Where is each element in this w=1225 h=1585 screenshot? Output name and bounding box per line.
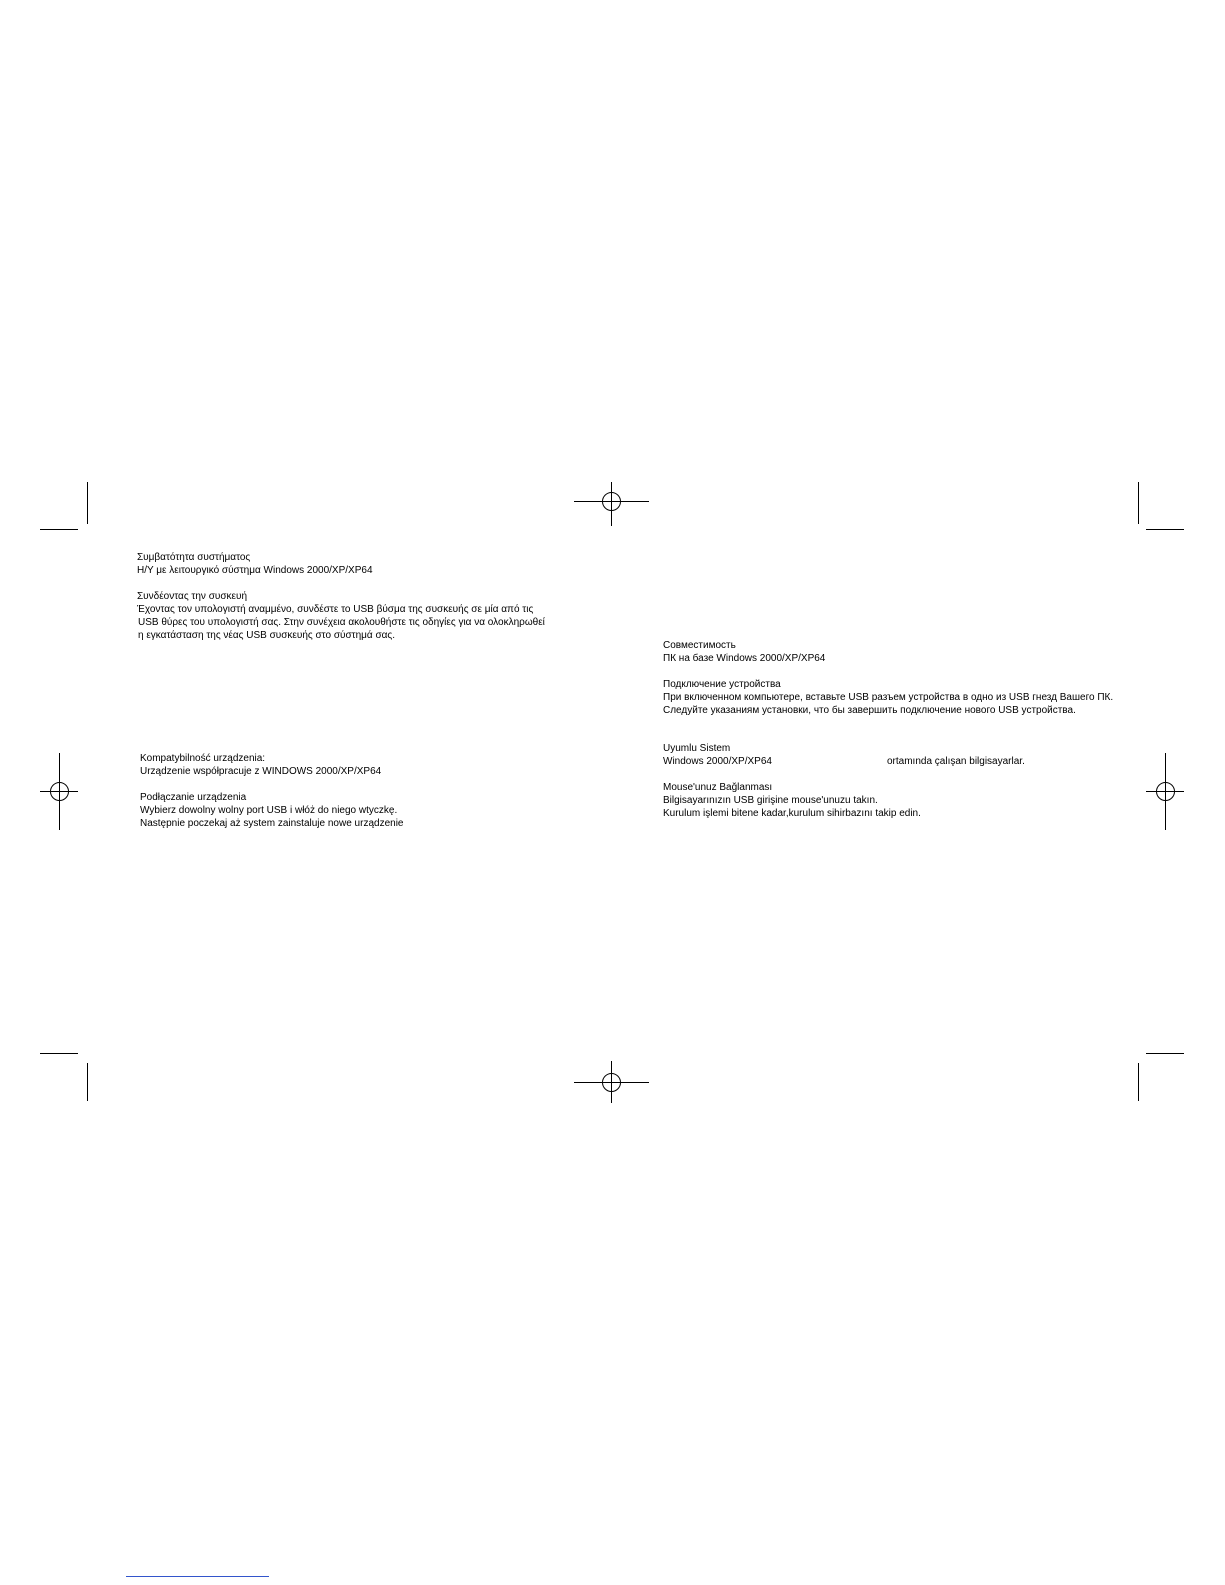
turkish-compat-text-right: ortamında çalışan bilgisayarlar.: [887, 756, 1025, 767]
registration-mark-top: [574, 482, 649, 526]
polish-section: [140, 752, 403, 830]
russian-compat-text: ПК на базе Windows 2000/XP/XP64: [663, 653, 826, 664]
greek-connect-line-3: η εγκατάσταση της νέας USB συσκευής στο σύστημά σας.: [138, 630, 396, 641]
russian-connect-title: Подключение устройства: [663, 679, 781, 690]
greek-connect-title: Συνδέοντας την συσκευή: [137, 591, 248, 602]
registration-mark-right: [1146, 753, 1184, 830]
russian-connect-line-1: При включенном компьютере, вставьте USB разъем устройства в одно из USB гнезд Вашего ПК.: [663, 692, 1114, 703]
greek-connect-line-2: USB θύρες του υπολογιστή σας. Στην συνέχεια ακολουθήστε τις οδηγίες για να ολοκληρωθεί: [138, 617, 545, 628]
greek-compat-title: Συμβατότητα συστήματος: [137, 552, 251, 563]
polish-connect-line-2: Następnie poczekaj aż system zainstaluje nowe urządzenie: [140, 818, 404, 829]
greek-compat-text: Η/Υ με λειτουργικό σύστημα Windows 2000/XP/XP64: [137, 565, 373, 576]
turkish-compat-text-left: Windows 2000/XP/XP64: [663, 756, 772, 767]
polish-compat-text: Urządzenie współpracuje z WINDOWS 2000/XP/XP64: [140, 766, 382, 777]
turkish-connect-line-1: Bilgisayarınızın USB girişine mouse'unuzu takın.: [663, 795, 878, 806]
russian-section: [663, 639, 1113, 717]
turkish-section: [663, 742, 1083, 820]
registration-mark-left: [40, 753, 78, 830]
turkish-connect-title: Mouse'unuz Bağlanması: [663, 782, 773, 793]
polish-connect-title: Podłączanie urządzenia: [140, 792, 247, 803]
polish-connect-line-1: Wybierz dowolny wolny port USB i włóż do niego wtyczkę.: [140, 805, 398, 816]
polish-compat-title: Kompatybilność urządzenia:: [140, 753, 266, 764]
turkish-compat-text: [663, 755, 1083, 768]
registration-mark-bottom: [574, 1061, 649, 1103]
russian-compat-title: Совместимость: [663, 640, 736, 651]
turkish-compat-title: Uyumlu Sistem: [663, 743, 731, 754]
russian-connect-line-2: Следуйте указаниям установки, что бы завершить подключение нового USB устройства.: [663, 705, 1076, 716]
greek-connect-line-1: Έχοντας τον υπολογιστή αναμμένο, συνδέστε το USB βύσμα της συσκευής σε μία από τις: [137, 604, 534, 615]
greek-section: [137, 551, 545, 642]
turkish-connect-line-2: Kurulum işlemi bitene kadar,kurulum sihirbazını takip edin.: [663, 808, 921, 819]
bottom-link-underline: [126, 1576, 269, 1577]
